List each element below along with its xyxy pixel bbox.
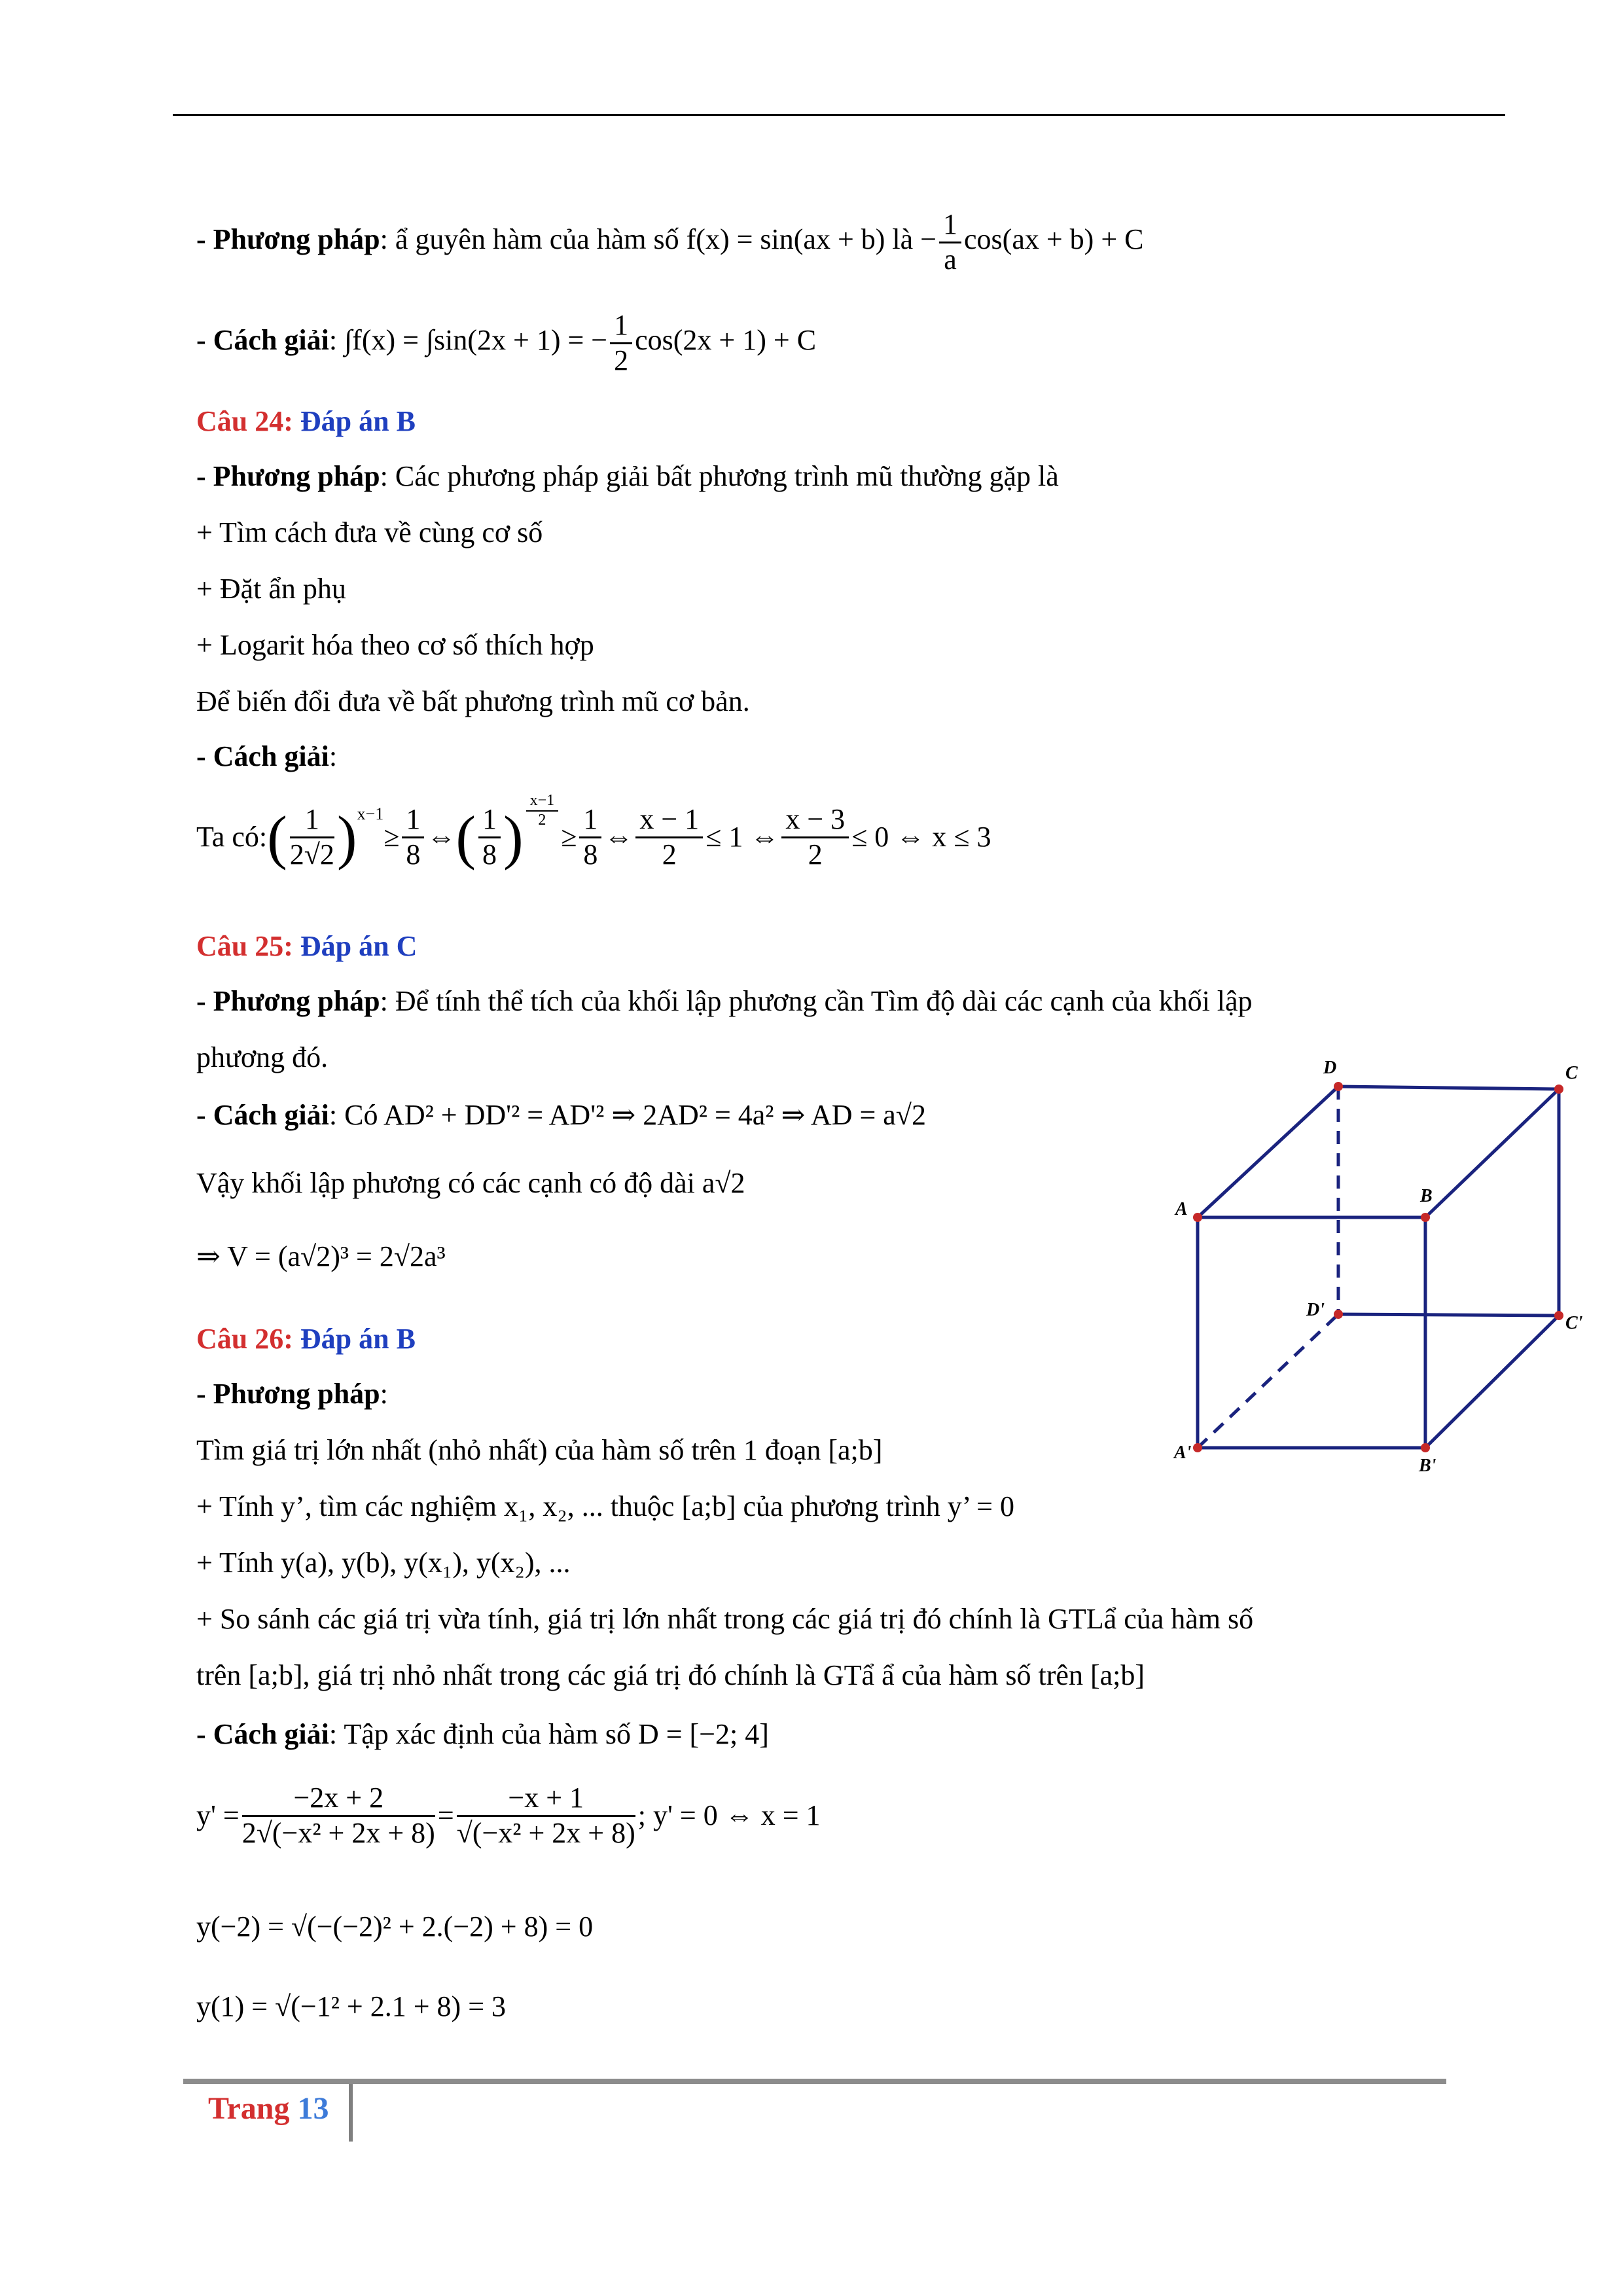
q24-frac-6-num: x − 3 (781, 803, 849, 838)
footer-page-number: 13 (297, 2091, 329, 2126)
q23-method-text: : ẩ guyên hàm của hàm số (380, 223, 687, 256)
q26-deriv-frac-1-num: −2x + 2 (242, 1782, 435, 1817)
q26-domain-math: D = [−2; 4] (637, 1718, 769, 1750)
q26-eval-2: y(1) = √(−1² + 2.1 + 8) = 3 (196, 1990, 507, 2022)
vertex-a (1193, 1213, 1202, 1222)
q25-heading-prefix: Câu 25: (196, 930, 300, 962)
q25-conclusion-math: a√2 (702, 1167, 745, 1199)
q24-frac-3-den: 8 (482, 838, 497, 870)
q24-ta-co: Ta có: (196, 820, 268, 853)
vertex-d (1334, 1082, 1343, 1091)
paren-close: ) (503, 804, 524, 870)
q24-geq-2: ≥ (561, 820, 577, 853)
header-rule (173, 114, 1505, 116)
q24-exp-1: x−1 (357, 804, 384, 823)
q26-heading (196, 1322, 416, 1357)
q24-frac-1-den: 2√2 (289, 838, 334, 870)
q25-solution-line (196, 1098, 926, 1133)
q24-iff-1: ⇔ (427, 820, 456, 853)
q26-method-text: + Tính y(a), y(b), y(x₁), y(x₂), ... (196, 1547, 571, 1579)
q24-frac-4 (579, 803, 601, 871)
q24-frac-3-num: 1 (478, 803, 501, 838)
q26-deriv-frac-1-den: 2√(−x² + 2x + 8) (241, 1816, 435, 1849)
q26-method-text: + So sánh các giá trị vừa tính, giá trị lớn nhất trong các giá trị đó chính là GTLẩ của hàm số (196, 1603, 1254, 1635)
paren-open: ( (267, 804, 287, 870)
page-footer (208, 2090, 329, 2126)
q25-volume: ⇒ V = (a√2)³ = 2√2a³ (196, 1240, 446, 1272)
q26-method-colon: : (380, 1378, 388, 1410)
q26-deriv-frac-2 (457, 1782, 635, 1850)
q25-method-line-2: phương đó. (196, 1041, 329, 1073)
q24-item: + Đặt ẩn phụ (196, 573, 346, 605)
q24-frac-2 (402, 803, 424, 871)
label-d1: D' (1306, 1300, 1325, 1320)
q26-derivative (196, 1782, 821, 1850)
q24-frac-6-den: 2 (808, 838, 823, 870)
label-b: B (1420, 1186, 1433, 1206)
q24-frac-1 (290, 803, 334, 871)
q26-eval-1: y(−2) = √(−(−2)² + 2.(−2) + 8) = 0 (196, 1910, 594, 1943)
q24-frac-5-den: 2 (662, 838, 677, 870)
q23-solution-frac-den: 2 (614, 344, 629, 376)
label-c: C (1565, 1063, 1578, 1083)
q24-method-line (196, 459, 1059, 494)
q26-deriv-eq: = (437, 1799, 454, 1831)
q24-heading-prefix: Câu 24: (196, 405, 300, 437)
q24-frac-4-den: 8 (583, 838, 598, 870)
q26-deriv-frac-2-num: −x + 1 (457, 1782, 635, 1817)
vertex-c1 (1554, 1311, 1563, 1320)
vertex-c (1554, 1085, 1563, 1094)
q24-exp-2 (526, 792, 559, 829)
q23-solution-colon: : (329, 324, 345, 357)
q23-solution-label: - Cách giải (196, 324, 329, 357)
label-a1: A' (1174, 1443, 1192, 1463)
q26-method-text: + Tính y’, tìm các nghiệm x₁, x₂, ... thuộc [a;b] của phương trình y’ = 0 (196, 1490, 1014, 1522)
q23-method-line (196, 208, 1143, 276)
q26-deriv-frac-2-den: √(−x² + 2x + 8) (456, 1816, 635, 1849)
q24-frac-5 (635, 803, 703, 871)
q23-method-minus: − (920, 223, 937, 256)
q24-exp-2-den: 2 (538, 811, 546, 829)
vertex-d1 (1334, 1310, 1343, 1319)
q24-equation (196, 792, 991, 873)
q26-solution-label: - Cách giải (196, 1718, 329, 1750)
q26-method-line (196, 1377, 388, 1412)
footer-page-word: Trang (208, 2091, 298, 2126)
q24-frac-6 (781, 803, 849, 871)
q24-exp-2-num: x−1 (526, 792, 559, 812)
cube-edge-a1d1-hidden (1198, 1314, 1338, 1448)
q24-tail: ≤ 0 ⇔ x ≤ 3 (851, 820, 991, 853)
q24-heading-answer: Đáp án B (300, 405, 416, 437)
q24-item: + Logarit hóa theo cơ số thích hợp (196, 629, 594, 661)
q25-solution-math: AD² + DD'² = AD'² ⇒ 2AD² = 4a² ⇒ AD = a√2 (383, 1099, 926, 1131)
q24-frac-3 (478, 803, 501, 871)
label-d: D (1323, 1058, 1337, 1078)
q25-heading-answer: Đáp án C (300, 930, 418, 962)
q24-frac-2-num: 1 (402, 803, 424, 838)
q25-conclusion-text: Vậy khối lập phương có các cạnh có độ dài (196, 1167, 702, 1199)
q24-leq-1: ≤ 1 ⇔ (705, 820, 779, 853)
q23-method-math-lhs: f(x) = sin(ax + b) (686, 223, 885, 256)
q25-method-line (196, 984, 1253, 1019)
q25-conclusion (196, 1166, 745, 1201)
q25-solution-label: - Cách giải (196, 1099, 329, 1131)
q24-frac-1-num: 1 (290, 803, 334, 838)
q26-deriv-frac-1 (242, 1782, 435, 1850)
q26-method-text: trên [a;b], giá trị nhỏ nhất trong các giá trị đó chính là GTẩ ẩ của hàm số trên [a;b] (196, 1659, 1145, 1691)
q23-method-math-rhs: cos(ax + b) + C (964, 223, 1144, 256)
q23-solution-line (196, 309, 816, 377)
q26-deriv-tail: ; y' = 0 ⇔ x = 1 (637, 1799, 821, 1831)
q23-solution-math-lhs: ∫f(x) = ∫sin(2x + 1) = − (344, 324, 608, 357)
q24-frac-4-num: 1 (579, 803, 601, 838)
q26-heading-answer: Đáp án B (300, 1323, 416, 1355)
q24-geq-1: ≥ (383, 820, 400, 853)
q23-solution-frac-num: 1 (610, 309, 632, 344)
label-a: A (1175, 1199, 1188, 1219)
label-b1: B' (1419, 1456, 1436, 1476)
q24-solution-line (196, 740, 337, 774)
q23-solution-frac (610, 309, 632, 377)
footer-rule (183, 2079, 1446, 2084)
cube-figure (1171, 1047, 1616, 1492)
q26-heading-prefix: Câu 26: (196, 1323, 300, 1355)
q23-method-label: - Phương pháp (196, 223, 380, 256)
vertex-b1 (1421, 1443, 1430, 1452)
cube-edge-dc (1338, 1086, 1559, 1089)
q23-method-la: là (885, 223, 921, 256)
q26-solution-text: : Tập xác định của hàm số (329, 1718, 638, 1750)
q26-method-text: Tìm giá trị lớn nhất (nhỏ nhất) của hàm số trên 1 đoạn [a;b] (196, 1434, 883, 1466)
q24-frac-2-den: 8 (406, 838, 421, 870)
q24-solution-colon: : (329, 740, 338, 772)
q26-method-label: - Phương pháp (196, 1378, 380, 1410)
q24-frac-5-num: x − 1 (635, 803, 703, 838)
q24-iff-2: ⇔ (604, 820, 633, 853)
vertex-b (1421, 1213, 1430, 1222)
q26-deriv-lhs: y' = (196, 1799, 240, 1831)
q24-solution-label: - Cách giải (196, 740, 329, 772)
label-c1: C' (1565, 1313, 1583, 1333)
q24-method-label: - Phương pháp (196, 460, 380, 492)
q23-method-frac-num: 1 (939, 208, 961, 243)
q25-method-label: - Phương pháp (196, 985, 380, 1017)
q26-solution-line (196, 1717, 769, 1752)
cube-edge-ad (1198, 1086, 1338, 1217)
q24-conclusion: Để biến đổi đưa về bất phương trình mũ cơ bản. (196, 685, 750, 717)
paren-close: ) (336, 804, 357, 870)
q25-heading (196, 929, 417, 964)
cube-edge-bc (1425, 1089, 1559, 1217)
cube-edge-d1c1 (1338, 1314, 1559, 1316)
vertex-a1 (1193, 1443, 1202, 1452)
footer-divider (349, 2084, 353, 2142)
q24-heading (196, 404, 416, 439)
q23-method-frac (939, 208, 961, 276)
q25-solution-text: : Có (329, 1099, 384, 1131)
paren-open: ( (455, 804, 476, 870)
q23-method-frac-den: a (944, 243, 957, 276)
q24-item: + Tìm cách đưa về cùng cơ số (196, 516, 543, 548)
q23-solution-math-rhs: cos(2x + 1) + C (635, 324, 817, 357)
q25-method-text: : Để tính thể tích của khối lập phương cần Tìm độ dài các cạnh của khối lập (380, 985, 1253, 1017)
q24-method-text: : Các phương pháp giải bất phương trình mũ thường gặp là (380, 460, 1059, 492)
cube-edge-b1c1 (1425, 1316, 1559, 1448)
